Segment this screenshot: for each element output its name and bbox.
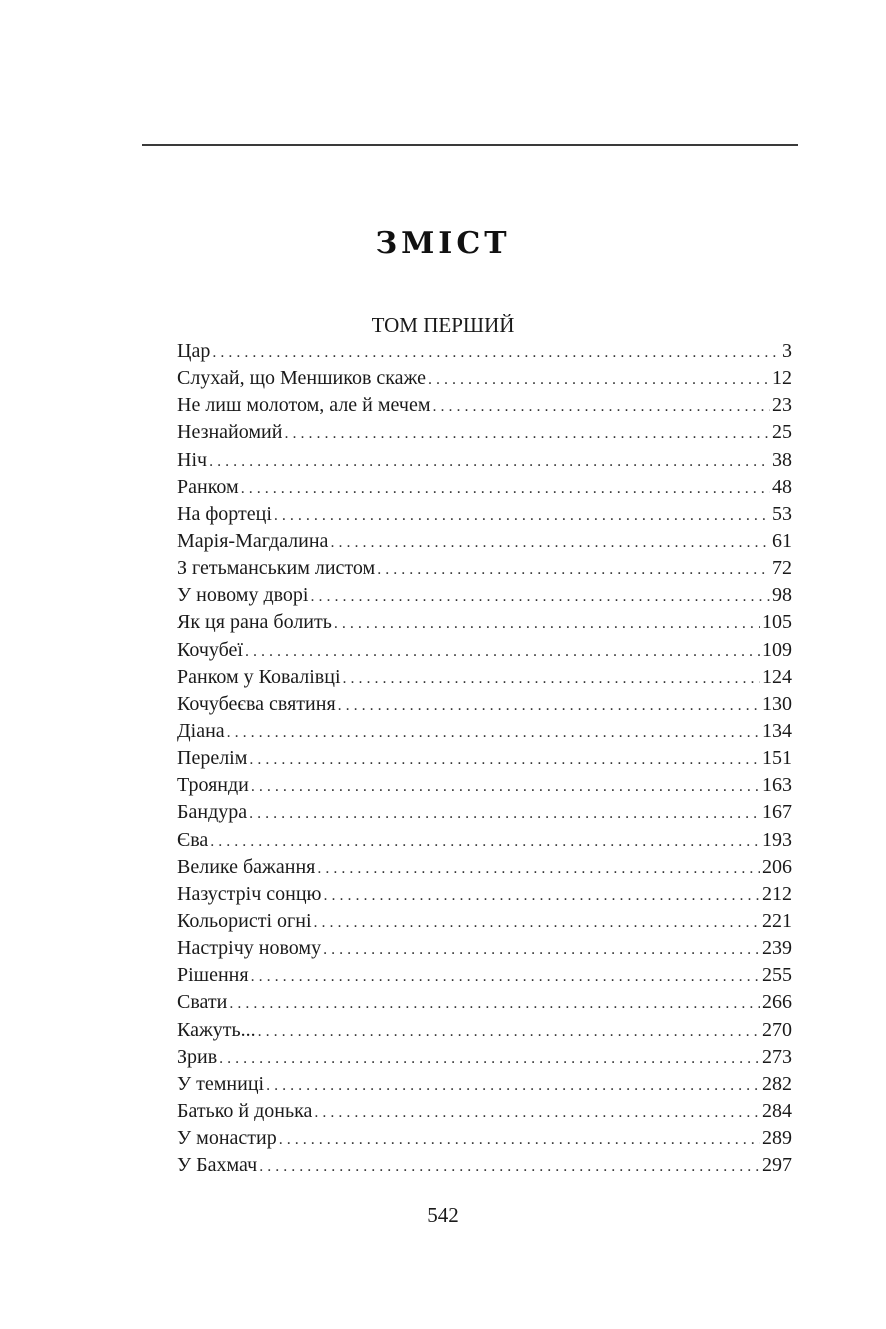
toc-entry-title: Назустріч сонцю xyxy=(177,882,322,905)
toc-entry[interactable] xyxy=(177,338,792,365)
dot-leader xyxy=(245,638,760,665)
toc-entry-title: Зрив xyxy=(177,1045,218,1068)
toc-entry-title: У новому дворі xyxy=(177,584,309,607)
dot-leader xyxy=(279,1126,760,1153)
toc-entry[interactable] xyxy=(177,582,792,609)
toc-entry[interactable] xyxy=(177,935,792,962)
toc-entry-page: 12 xyxy=(772,367,792,390)
toc-entry-page: 109 xyxy=(762,638,792,661)
dot-leader xyxy=(219,1045,760,1072)
toc-entry-title: Рішення xyxy=(177,964,249,987)
page-number: 542 xyxy=(427,1203,459,1227)
toc-entry[interactable] xyxy=(177,664,792,691)
toc-entry[interactable] xyxy=(177,528,792,555)
toc-entry-page: 61 xyxy=(772,529,792,552)
toc-entry-title: Ранком xyxy=(177,475,239,498)
toc-entry[interactable] xyxy=(177,854,792,881)
toc-entry-page: 134 xyxy=(762,719,792,742)
toc-entry-title: У монастир xyxy=(177,1127,277,1150)
toc-entry-title: Велике бажання xyxy=(177,855,316,878)
dot-leader xyxy=(229,990,760,1017)
dot-leader xyxy=(343,665,761,692)
toc-entry-page: 221 xyxy=(762,909,792,932)
toc-entry-page: 270 xyxy=(762,1018,792,1041)
table-of-contents xyxy=(177,338,792,1179)
dot-leader xyxy=(266,1072,760,1099)
toc-entry[interactable] xyxy=(177,827,792,854)
toc-entry-page: 193 xyxy=(762,828,792,851)
toc-entry-page: 273 xyxy=(762,1045,792,1068)
toc-entry-title: Не лиш молотом, але й мечем xyxy=(177,394,431,417)
dot-leader xyxy=(241,475,770,502)
toc-entry-page: 163 xyxy=(762,774,792,797)
top-rule xyxy=(142,144,798,146)
toc-entry-page: 255 xyxy=(762,964,792,987)
dot-leader xyxy=(314,1099,760,1126)
toc-entry-page: 206 xyxy=(762,855,792,878)
toc-entry[interactable] xyxy=(177,419,792,446)
toc-entry-page: 48 xyxy=(772,475,792,498)
toc-entry[interactable] xyxy=(177,1152,792,1179)
toc-entry-page: 266 xyxy=(762,991,792,1014)
toc-entry-title: Слухай, що Меншиков скаже xyxy=(177,367,426,390)
dot-leader xyxy=(274,502,770,529)
toc-entry[interactable] xyxy=(177,365,792,392)
dot-leader xyxy=(334,610,760,637)
toc-entry-page: 38 xyxy=(772,448,792,471)
dot-leader xyxy=(251,773,760,800)
toc-entry[interactable] xyxy=(177,1071,792,1098)
toc-entry-page: 3 xyxy=(782,340,792,362)
toc-entry[interactable] xyxy=(177,745,792,772)
toc-entry[interactable] xyxy=(177,447,792,474)
toc-entry[interactable] xyxy=(177,392,792,419)
dot-leader xyxy=(338,692,760,719)
dot-leader xyxy=(251,963,760,990)
dot-leader xyxy=(249,800,760,827)
toc-entry-page: 105 xyxy=(762,611,792,634)
dot-leader xyxy=(330,529,770,556)
dot-leader xyxy=(377,556,770,583)
toc-entry[interactable] xyxy=(177,474,792,501)
toc-entry-title: Ніч xyxy=(177,448,208,471)
contents-heading: ЗМІСТ xyxy=(375,226,511,261)
toc-entry-title: У Бахмач xyxy=(177,1154,258,1177)
toc-entry-title: Незнайомий xyxy=(177,421,283,444)
toc-entry[interactable] xyxy=(177,799,792,826)
toc-entry-page: 23 xyxy=(772,394,792,417)
dot-leader xyxy=(433,393,770,420)
toc-entry[interactable] xyxy=(177,718,792,745)
toc-entry-title: Кочубеєва святиня xyxy=(177,692,336,715)
dot-leader xyxy=(324,882,760,909)
toc-entry-page: 72 xyxy=(772,557,792,580)
dot-leader xyxy=(310,583,770,610)
toc-entry[interactable] xyxy=(177,908,792,935)
toc-entry-title: Бандура xyxy=(177,801,248,824)
toc-entry-title: На фортеці xyxy=(177,502,272,525)
dot-leader xyxy=(249,746,760,773)
toc-entry-page: 53 xyxy=(772,502,792,525)
toc-entry[interactable] xyxy=(177,609,792,636)
dot-leader xyxy=(317,855,760,882)
toc-entry-page: 167 xyxy=(762,801,792,824)
dot-leader xyxy=(258,1018,760,1045)
toc-entry-page: 282 xyxy=(762,1072,792,1095)
toc-entry[interactable] xyxy=(177,1044,792,1071)
toc-entry[interactable] xyxy=(177,555,792,582)
dot-leader xyxy=(259,1153,760,1180)
toc-entry-title: Свати xyxy=(177,991,228,1014)
toc-entry-title: Ранком у Ковалівці xyxy=(177,665,341,688)
toc-entry-title: Діана xyxy=(177,719,225,742)
toc-entry-title: Перелім xyxy=(177,747,248,770)
toc-entry[interactable] xyxy=(177,1098,792,1125)
volume-title: ТОМ ПЕРШИЙ xyxy=(371,313,515,337)
toc-entry-page: 284 xyxy=(762,1099,792,1122)
dot-leader xyxy=(210,828,760,855)
dot-leader xyxy=(212,339,780,366)
toc-entry-page: 289 xyxy=(762,1127,792,1150)
dot-leader xyxy=(284,420,770,447)
dot-leader xyxy=(227,719,760,746)
toc-entry[interactable] xyxy=(177,501,792,528)
toc-entry[interactable] xyxy=(177,772,792,799)
toc-entry[interactable] xyxy=(177,1017,792,1044)
toc-entry-page: 297 xyxy=(762,1154,792,1177)
toc-entry-title: Кажуть... xyxy=(177,1018,256,1041)
toc-entry-page: 130 xyxy=(762,692,792,715)
toc-entry-page: 151 xyxy=(762,747,792,770)
toc-entry-title: Батько й донька xyxy=(177,1099,313,1122)
toc-entry-page: 25 xyxy=(772,421,792,444)
toc-entry-title: Марія-Магдалина xyxy=(177,529,329,552)
toc-entry-page: 124 xyxy=(762,665,792,688)
toc-entry-title: Настрічу новому xyxy=(177,937,322,960)
toc-entry-title: Кольористі огні xyxy=(177,909,312,932)
dot-leader xyxy=(323,936,760,963)
toc-entry-title: З гетьманським листом xyxy=(177,557,376,580)
toc-entry[interactable] xyxy=(177,637,792,664)
toc-entry-page: 98 xyxy=(772,584,792,607)
toc-entry[interactable] xyxy=(177,881,792,908)
toc-entry[interactable] xyxy=(177,989,792,1016)
dot-leader xyxy=(314,909,760,936)
toc-entry[interactable] xyxy=(177,962,792,989)
toc-entry-page: 212 xyxy=(762,882,792,905)
toc-entry[interactable] xyxy=(177,691,792,718)
toc-entry-title: Цар xyxy=(177,340,211,362)
dot-leader xyxy=(209,448,770,475)
toc-entry-title: Троянди xyxy=(177,774,249,797)
toc-entry-title: Кочубеї xyxy=(177,638,243,661)
dot-leader xyxy=(428,366,770,393)
toc-entry-title: Як ця рана болить xyxy=(177,611,332,634)
toc-entry-title: Єва xyxy=(177,828,209,851)
toc-entry-page: 239 xyxy=(762,937,792,960)
toc-entry-title: У темниці xyxy=(177,1072,265,1095)
toc-entry[interactable] xyxy=(177,1125,792,1152)
